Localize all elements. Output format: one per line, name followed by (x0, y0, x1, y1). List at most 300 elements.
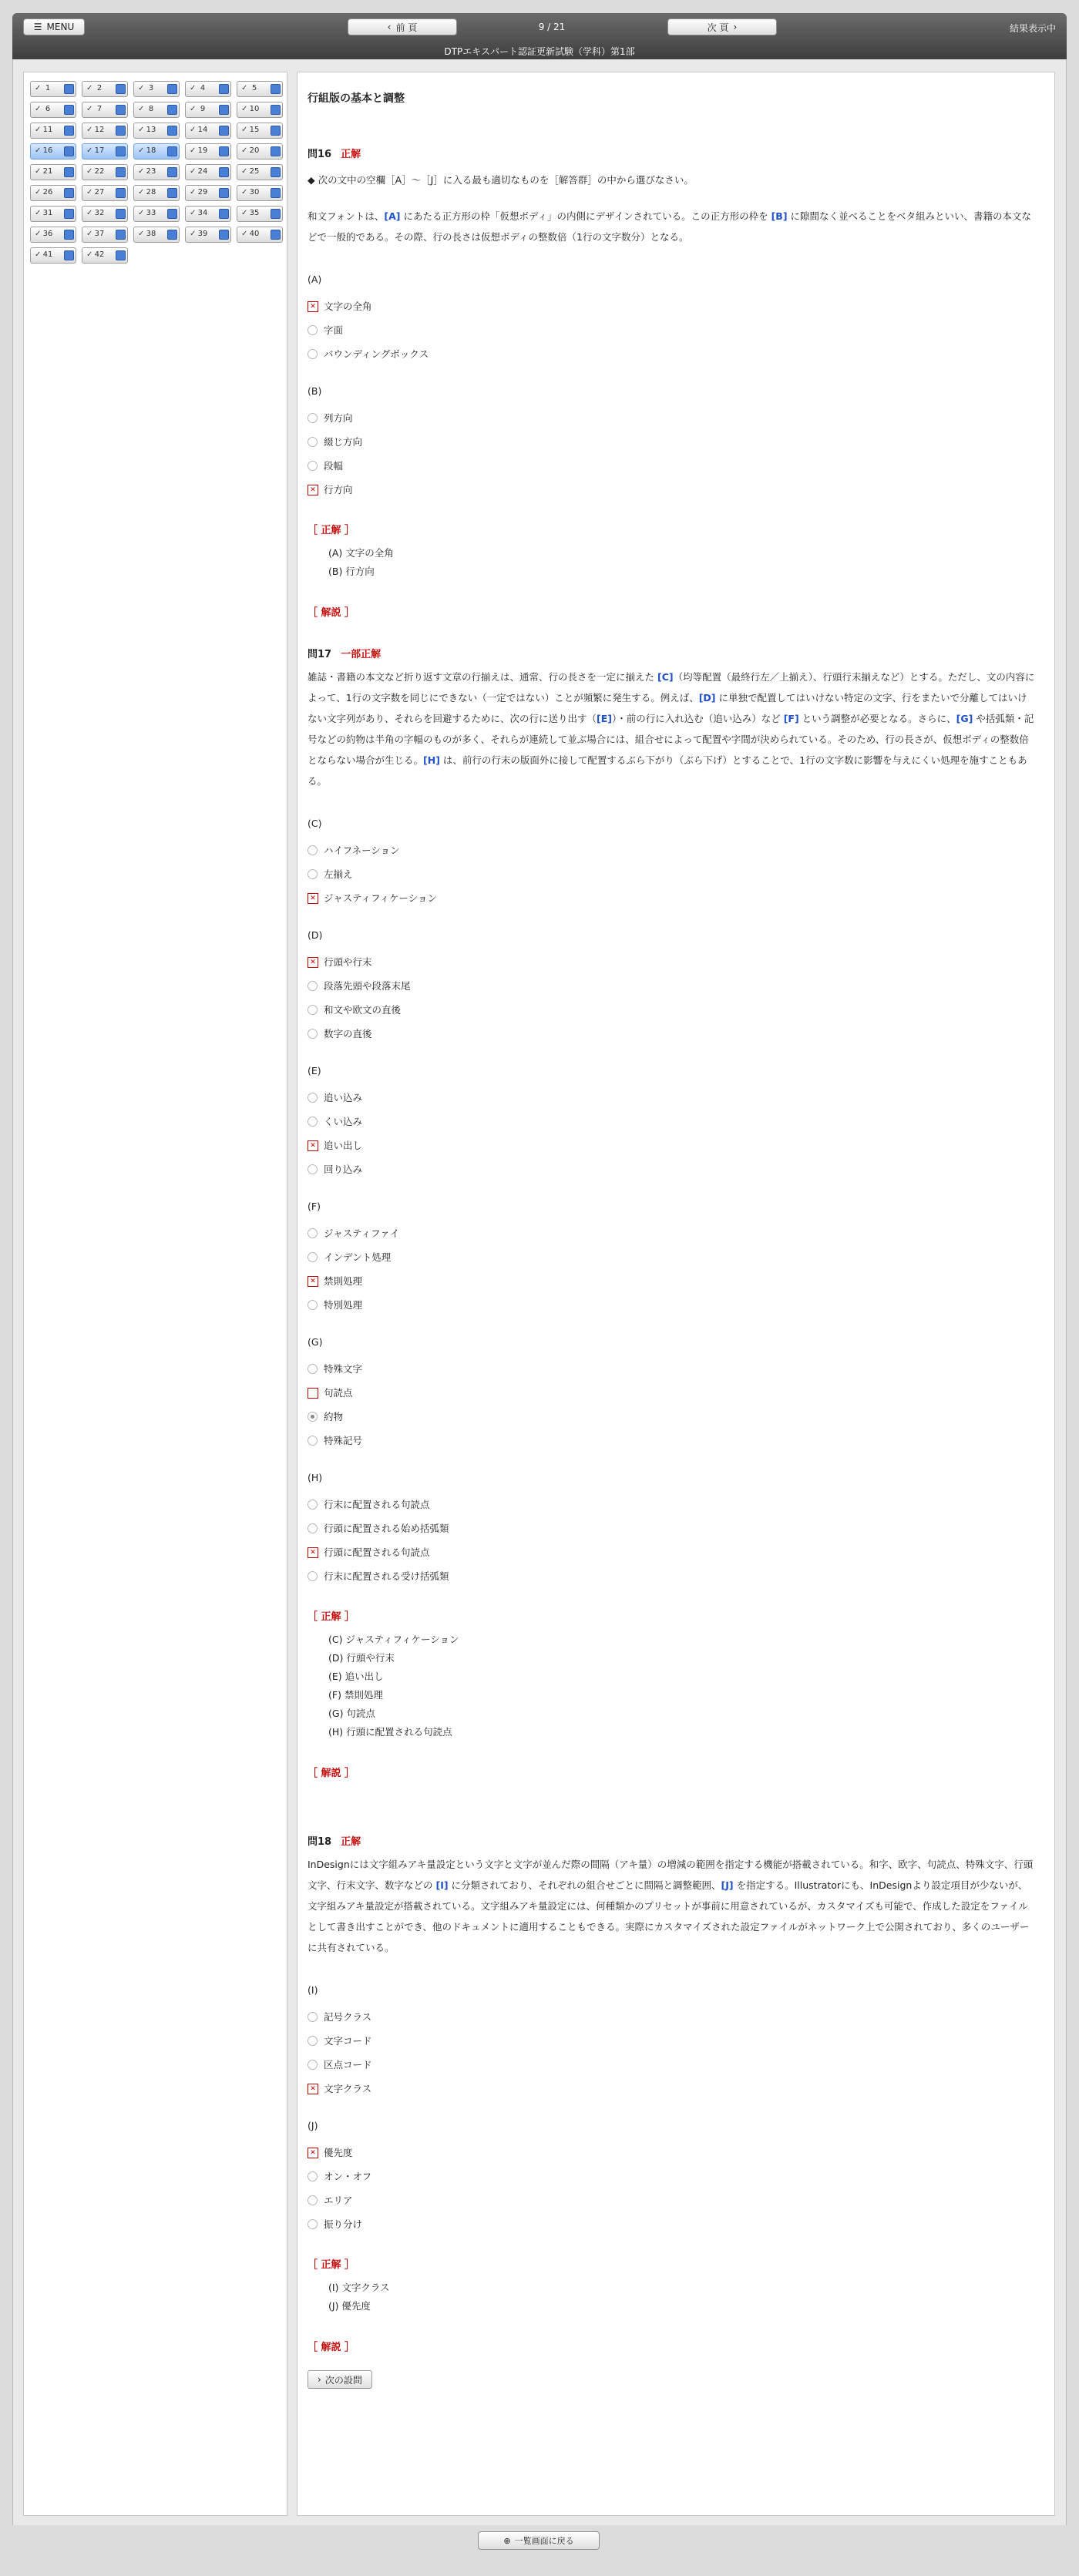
question-nav-number: 24 (197, 167, 208, 176)
bookmark-icon[interactable] (64, 230, 74, 240)
bookmark-icon[interactable] (219, 167, 229, 177)
explanation-heading: ［ 解説 ］ (308, 1768, 355, 1779)
question-nav-button[interactable] (30, 206, 76, 222)
answer-option[interactable] (308, 1086, 1036, 1110)
radio-button[interactable] (308, 1364, 318, 1374)
correct-mark-icon: ✕ (308, 301, 318, 312)
answer-option[interactable] (308, 1022, 1036, 1046)
bookmark-icon[interactable] (271, 188, 281, 198)
bookmark-icon[interactable] (116, 126, 126, 136)
question-nav-button[interactable] (185, 123, 231, 139)
question-nav-button[interactable] (82, 247, 128, 264)
bookmark-icon[interactable] (271, 105, 281, 115)
radio-button[interactable] (308, 2219, 318, 2229)
bookmark-icon[interactable] (116, 188, 126, 198)
radio-button[interactable] (308, 2036, 318, 2046)
check-icon: ✓ (35, 209, 42, 217)
question-panel (297, 72, 1055, 2516)
answer-option-label: 句読点 (324, 1387, 353, 1399)
question-nav-button[interactable] (237, 81, 283, 97)
correct-answer-line: (H) 行頭に配置される句読点 (328, 1726, 452, 1738)
question-nav-button[interactable] (82, 143, 128, 160)
question-header (308, 646, 1036, 660)
question-nav-number: 26 (42, 188, 53, 196)
radio-button[interactable] (308, 1436, 318, 1446)
radio-button[interactable] (308, 1228, 318, 1238)
check-icon: ✓ (35, 188, 42, 196)
question-nav-number: 8 (148, 105, 154, 113)
answer-option[interactable] (308, 1405, 1036, 1429)
correct-answer-line: (A) 文字の全角 (328, 547, 394, 559)
answer-option[interactable] (308, 974, 1036, 998)
answer-option[interactable] (308, 2053, 1036, 2077)
question-block (308, 1833, 1036, 2353)
answer-option[interactable] (308, 1429, 1036, 1453)
radio-button[interactable] (308, 2012, 318, 2022)
answer-option-label: 禁則処理 (324, 1275, 363, 1287)
correct-answer-line: (C) ジャスティフィケーション (328, 1634, 459, 1645)
bookmark-icon[interactable] (271, 167, 281, 177)
question-nav-button[interactable] (185, 227, 231, 243)
radio-button[interactable] (308, 845, 318, 855)
question-nav-button[interactable] (82, 123, 128, 139)
answer-option-label: エリア (324, 2195, 353, 2206)
answer-option-label: ジャスティフィケーション (324, 892, 438, 904)
correct-answer-heading: ［ 正解 ］ (308, 1611, 355, 1623)
question-nav-number: 1 (45, 84, 51, 92)
correct-answer-line: (F) 禁則処理 (328, 1689, 383, 1701)
radio-button[interactable] (308, 1093, 318, 1103)
radio-button[interactable] (308, 2171, 318, 2181)
answer-option-label: 段幅 (324, 460, 344, 472)
question-nav-number: 30 (249, 188, 260, 196)
bookmark-icon[interactable] (64, 105, 74, 115)
question-nav-button[interactable] (82, 227, 128, 243)
question-nav-button[interactable] (133, 206, 180, 222)
chevron-left-icon: ‹ (387, 22, 392, 32)
check-icon: ✓ (138, 230, 145, 238)
answer-group-label: (E) (308, 1065, 321, 1076)
check-icon: ✓ (241, 126, 248, 134)
check-icon: ✓ (35, 250, 42, 259)
check-icon: ✓ (190, 167, 197, 176)
answer-option[interactable] (308, 2029, 1036, 2053)
answer-option-label: 文字クラス (324, 2083, 372, 2094)
answer-option-label: 回り込み (324, 1164, 363, 1175)
question-nav-number: 20 (249, 146, 260, 155)
question-nav-number: 34 (197, 209, 208, 217)
answer-option[interactable] (308, 406, 1036, 430)
bookmark-icon[interactable] (167, 105, 177, 115)
menu-button[interactable] (23, 18, 85, 35)
correct-mark-icon: ✕ (308, 1276, 318, 1287)
question-result: 正解 (341, 1836, 361, 1848)
radio-button[interactable] (308, 1571, 318, 1581)
bookmark-icon[interactable] (167, 230, 177, 240)
question-nav-number: 36 (42, 230, 53, 238)
answer-option-label: 段落先頭や段落末尾 (324, 980, 411, 992)
bookmark-icon[interactable] (116, 84, 126, 94)
bookmark-icon[interactable] (116, 167, 126, 177)
correct-answer-line: (I) 文字クラス (328, 2282, 390, 2293)
bookmark-icon[interactable] (64, 146, 74, 156)
answer-option-label: ハイフネーション (324, 845, 400, 856)
question-nav-button[interactable] (82, 185, 128, 201)
bookmark-icon[interactable] (271, 84, 281, 94)
bookmark-icon[interactable] (219, 188, 229, 198)
bookmark-icon[interactable] (64, 126, 74, 136)
answer-option[interactable] (308, 1221, 1036, 1245)
bookmark-icon[interactable] (116, 209, 126, 219)
question-nav-button[interactable] (30, 164, 76, 180)
answer-option[interactable] (308, 998, 1036, 1022)
answer-option-label: 列方向 (324, 412, 353, 424)
answer-option[interactable] (308, 1493, 1036, 1516)
answer-option-label: 和文や欧文の直後 (324, 1004, 402, 1016)
bookmark-icon[interactable] (116, 250, 126, 260)
blank-marker: [J] (721, 1879, 734, 1891)
blank-marker: [I] (435, 1879, 449, 1891)
bookmark-icon[interactable] (64, 84, 74, 94)
radio-button[interactable] (308, 461, 318, 471)
correct-mark-icon: ✕ (308, 957, 318, 968)
question-nav-number: 12 (94, 126, 105, 134)
question-nav-number: 40 (249, 230, 260, 238)
answer-option[interactable] (308, 342, 1036, 366)
check-icon: ✓ (86, 126, 93, 134)
question-nav-number: 38 (146, 230, 156, 238)
answer-option-label: オン・オフ (324, 2171, 372, 2182)
check-icon: ✓ (86, 105, 93, 113)
correct-answer-line: (B) 行方向 (328, 566, 375, 577)
correct-mark-icon: ✕ (308, 893, 318, 904)
check-icon: ✓ (241, 188, 248, 196)
bookmark-icon[interactable] (167, 167, 177, 177)
answer-option-label: 優先度 (324, 2147, 353, 2158)
question-nav-number: 21 (42, 167, 53, 176)
correct-answer-line: (J) 優先度 (328, 2300, 371, 2312)
question-nav-button[interactable] (185, 206, 231, 222)
question-nav-number: 2 (96, 84, 103, 92)
answer-option-label: 綴じ方向 (324, 436, 363, 448)
bookmark-icon[interactable] (167, 126, 177, 136)
blank-marker: [E] (597, 713, 612, 724)
question-nav-number: 16 (42, 146, 53, 155)
check-icon: ✓ (86, 230, 93, 238)
correct-mark-icon (308, 1388, 318, 1399)
question-nav-button[interactable] (30, 185, 76, 201)
question-header (308, 1833, 1036, 1848)
question-instruction: ◆ 次の文中の空欄［A］〜［J］に入る最も適切なものを［解答群］の中から選びなさい。 (308, 174, 694, 186)
next-page-label: 次 頁 (707, 22, 729, 33)
question-result: 一部正解 (341, 649, 382, 660)
answer-option[interactable] (308, 1269, 1036, 1293)
question-nav-number: 22 (94, 167, 105, 176)
check-icon: ✓ (190, 146, 197, 155)
answer-option[interactable] (308, 1110, 1036, 1134)
blank-marker: [C] (657, 671, 674, 683)
radio-button[interactable] (308, 1500, 318, 1510)
answer-option[interactable] (308, 1134, 1036, 1157)
blank-marker: [A] (384, 210, 401, 222)
circle-arrow-icon: ⊕ (503, 2535, 511, 2546)
answer-option[interactable] (308, 2005, 1036, 2029)
question-nav-button[interactable] (237, 123, 283, 139)
answer-option-label: 左揃え (324, 868, 353, 880)
bookmark-icon[interactable] (271, 126, 281, 136)
question-nav-number: 35 (249, 209, 260, 217)
answer-option[interactable] (308, 1245, 1036, 1269)
radio-button[interactable] (308, 981, 318, 991)
prev-page-button[interactable] (348, 18, 457, 35)
check-icon: ✓ (86, 250, 93, 259)
bookmark-icon[interactable] (116, 230, 126, 240)
question-nav-button[interactable] (237, 185, 283, 201)
bookmark-icon[interactable] (116, 146, 126, 156)
radio-button[interactable] (308, 1117, 318, 1127)
page-counter: 9 / 21 (538, 22, 566, 32)
answer-option-label: 行頭に配置される始め括弧類 (324, 1523, 449, 1534)
answer-option-label: ジャスティファイ (324, 1228, 400, 1239)
radio-button[interactable] (308, 1523, 318, 1533)
bookmark-icon[interactable] (219, 146, 229, 156)
question-nav-button[interactable] (237, 206, 283, 222)
question-nav-button[interactable] (237, 227, 283, 243)
check-icon: ✓ (35, 126, 42, 134)
question-passage: InDesignには文字組みアキ量設定という文字と文字が並んだ際の間隔（アキ量）の増減の範囲を指定する機能が搭載されている。和字、欧字、句読点、特殊文字、行頭文字、行末文字、数字などの [I] に分類されており、それぞれの組合せごとに間隔と調整範囲、[J] を指定する。Illustratorにも、InDesignより設定項目が少ないが、文字組みアキ量設定が搭載されている。文字組みアキ量設定には、何種類かのプリセットが事前に用意されているが、カスタマイズも可能で、作成した設定をファイルとして書き出すことができ、他のドキュメントに適用することもできる。実際にカスタマイズされた設定ファイルがネットワーク上で公開されており、多くのユーザーに共有されている。 (308, 1859, 1034, 1953)
question-nav-number: 5 (251, 84, 257, 92)
answer-option[interactable] (308, 1516, 1036, 1540)
results-link[interactable]: 結果表示中 (1009, 23, 1056, 34)
check-icon: ✓ (35, 105, 42, 113)
correct-mark-icon: ✕ (308, 485, 318, 495)
radio-button[interactable] (308, 1252, 318, 1262)
question-nav-button[interactable] (237, 164, 283, 180)
answer-option-label: インデント処理 (324, 1251, 392, 1263)
question-nav-number: 11 (42, 126, 53, 134)
question-nav-number: 31 (42, 209, 53, 217)
answer-option[interactable] (308, 862, 1036, 886)
bookmark-icon[interactable] (64, 167, 74, 177)
answer-option[interactable] (308, 838, 1036, 862)
radio-button[interactable] (308, 1029, 318, 1039)
question-nav-button[interactable] (30, 227, 76, 243)
answer-option-label: 記号クラス (324, 2011, 372, 2023)
exam-title: DTPエキスパート認証更新試験（学科）第1部 (444, 46, 635, 57)
question-nav-button[interactable] (133, 164, 180, 180)
check-icon: ✓ (241, 84, 248, 92)
answer-group-label: (J) (308, 2120, 318, 2131)
question-nav-number: 23 (146, 167, 156, 176)
question-nav-button[interactable] (185, 81, 231, 97)
answer-option[interactable] (308, 454, 1036, 478)
bookmark-icon[interactable] (219, 84, 229, 94)
question-nav-button[interactable] (237, 143, 283, 160)
explanation-heading: ［ 解説 ］ (308, 2342, 355, 2353)
header-bar (12, 13, 1067, 59)
question-nav-number: 15 (249, 126, 260, 134)
radio-button[interactable] (308, 2195, 318, 2205)
answer-option[interactable] (308, 1357, 1036, 1381)
question-nav-button[interactable] (237, 102, 283, 118)
bookmark-icon[interactable] (64, 250, 74, 260)
next-question-button[interactable] (308, 2370, 372, 2389)
question-nav-number: 4 (200, 84, 206, 92)
question-nav-number: 17 (94, 146, 105, 155)
answer-option[interactable] (308, 430, 1036, 454)
answer-option[interactable] (308, 1381, 1036, 1405)
question-nav-button[interactable] (30, 143, 76, 160)
answer-option[interactable] (308, 318, 1036, 342)
check-icon: ✓ (190, 105, 197, 113)
answer-option[interactable] (308, 2077, 1036, 2101)
radio-button[interactable] (308, 1412, 318, 1422)
check-icon: ✓ (35, 230, 42, 238)
answer-option[interactable] (308, 886, 1036, 910)
radio-button[interactable] (308, 437, 318, 447)
question-nav-button[interactable] (133, 102, 180, 118)
next-page-button[interactable] (667, 18, 777, 35)
question-nav-button[interactable] (133, 185, 180, 201)
answer-option[interactable] (308, 1540, 1036, 1564)
question-nav-number: 33 (146, 209, 156, 217)
question-nav-number: 39 (197, 230, 208, 238)
question-nav-button[interactable] (82, 206, 128, 222)
answer-option-label: 区点コード (324, 2059, 372, 2071)
radio-button[interactable] (308, 869, 318, 879)
check-icon: ✓ (35, 84, 42, 92)
answer-option[interactable] (308, 2212, 1036, 2236)
bookmark-icon[interactable] (219, 105, 229, 115)
answer-option[interactable] (308, 294, 1036, 318)
question-nav-number: 9 (200, 105, 206, 113)
bookmark-icon[interactable] (167, 188, 177, 198)
check-icon: ✓ (35, 146, 42, 155)
question-nav-button[interactable] (185, 164, 231, 180)
answer-group-label: (G) (308, 1336, 323, 1348)
check-icon: ✓ (86, 146, 93, 155)
bookmark-icon[interactable] (219, 209, 229, 219)
answer-option-label: 行末に配置される句読点 (324, 1499, 430, 1510)
check-icon: ✓ (138, 146, 145, 155)
question-nav-number: 19 (197, 146, 208, 155)
bookmark-icon[interactable] (219, 126, 229, 136)
check-icon: ✓ (190, 188, 197, 196)
question-nav-button[interactable] (133, 143, 180, 160)
chevron-right-icon: › (318, 2374, 321, 2385)
question-result: 正解 (341, 149, 361, 160)
answer-option-label: 字面 (324, 324, 344, 336)
question-passage: 和文フォントは、[A] にあたる正方形の枠「仮想ボディ」の内側にデザインされている。この正方形の枠を [B] に隙間なく並べることをベタ組みといい、書籍の本文などで一般的である。その際、行の長さは仮想ボディの整数倍（1行の文字数分）となる。 (308, 210, 1032, 243)
question-nav-button[interactable] (133, 81, 180, 97)
radio-button[interactable] (308, 1300, 318, 1310)
radio-button[interactable] (308, 413, 318, 423)
question-nav-button[interactable] (133, 227, 180, 243)
back-to-list-button[interactable] (478, 2531, 600, 2550)
question-nav-button[interactable] (133, 123, 180, 139)
answer-option[interactable] (308, 2188, 1036, 2212)
bookmark-icon[interactable] (271, 209, 281, 219)
question-nav-number: 14 (197, 126, 208, 134)
check-icon: ✓ (190, 209, 197, 217)
check-icon: ✓ (241, 105, 248, 113)
radio-button[interactable] (308, 2060, 318, 2070)
bookmark-icon[interactable] (167, 209, 177, 219)
question-list (308, 146, 1036, 2353)
bookmark-icon[interactable] (271, 230, 281, 240)
chevron-right-icon: › (733, 22, 738, 32)
back-to-list-label: 一覧画面に戻る (514, 2536, 574, 2546)
question-nav-number: 3 (148, 84, 154, 92)
question-nav-button[interactable] (82, 102, 128, 118)
question-nav-button[interactable] (82, 164, 128, 180)
answer-group-label: (I) (308, 1984, 318, 1996)
bookmark-icon[interactable] (219, 230, 229, 240)
answer-option[interactable] (308, 1293, 1036, 1317)
check-icon: ✓ (86, 167, 93, 176)
radio-button[interactable] (308, 349, 318, 359)
bookmark-icon[interactable] (271, 146, 281, 156)
question-nav-button[interactable] (30, 102, 76, 118)
correct-mark-icon: ✕ (308, 1140, 318, 1151)
answer-option[interactable] (308, 478, 1036, 502)
bookmark-icon[interactable] (64, 209, 74, 219)
answer-option-label: 文字コード (324, 2035, 372, 2047)
bookmark-icon[interactable] (167, 146, 177, 156)
answer-group-label: (H) (308, 1472, 323, 1483)
answer-group-label: (C) (308, 818, 322, 829)
explanation-heading: ［ 解説 ］ (308, 607, 355, 619)
check-icon: ✓ (241, 146, 248, 155)
radio-button[interactable] (308, 1164, 318, 1174)
radio-button[interactable] (308, 1005, 318, 1015)
answer-option[interactable] (308, 2165, 1036, 2188)
answer-option-label: バウンディングボックス (324, 348, 429, 360)
question-nav-button[interactable] (82, 81, 128, 97)
check-icon: ✓ (241, 209, 248, 217)
bookmark-icon[interactable] (116, 105, 126, 115)
check-icon: ✓ (86, 84, 93, 92)
correct-mark-icon: ✕ (308, 1547, 318, 1558)
question-nav-button[interactable] (30, 247, 76, 264)
check-icon: ✓ (138, 167, 145, 176)
answer-option[interactable] (308, 950, 1036, 974)
answer-option-label: 特殊記号 (324, 1435, 363, 1446)
answer-option[interactable] (308, 2141, 1036, 2165)
question-nav-number: 13 (146, 126, 156, 134)
radio-button[interactable] (308, 325, 318, 335)
answer-option-label: 行末に配置される受け括弧類 (324, 1570, 449, 1582)
question-nav-button[interactable] (185, 143, 231, 160)
bookmark-icon[interactable] (167, 84, 177, 94)
bookmark-icon[interactable] (64, 188, 74, 198)
question-number: 問18 (308, 1836, 332, 1848)
answer-option[interactable] (308, 1564, 1036, 1588)
question-nav-button[interactable] (30, 123, 76, 139)
answer-option-label: 追い出し (324, 1140, 363, 1151)
question-nav-button[interactable] (30, 81, 76, 97)
check-icon: ✓ (138, 188, 145, 196)
correct-answer-line: (D) 行頭や行末 (328, 1652, 395, 1664)
correct-answer-heading: ［ 正解 ］ (308, 2259, 355, 2271)
question-nav-button[interactable] (185, 102, 231, 118)
answer-option[interactable] (308, 1157, 1036, 1181)
question-grid (30, 81, 282, 264)
question-nav-button[interactable] (185, 185, 231, 201)
question-number: 問17 (308, 649, 332, 660)
question-block (308, 646, 1036, 1779)
check-icon: ✓ (241, 167, 248, 176)
